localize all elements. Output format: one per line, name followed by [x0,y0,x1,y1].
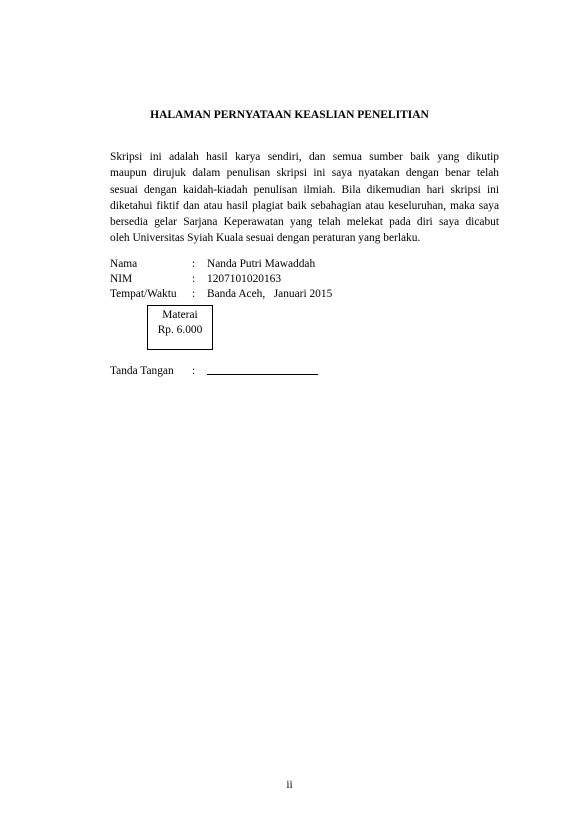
field-colon: : [192,258,196,270]
field-label: NIM [110,272,133,285]
signature-colon: : [192,365,196,377]
statement-line: bersedia gelar Sarjana Keperawatan yang telah melekat pada diri saya dicabut [110,216,499,229]
statement-line: oleh Universitas Syiah Kuala sesuai dengan peraturan yang berlaku. [110,232,421,245]
stamp-label: Materai [162,309,198,321]
page-number: ii [286,779,293,791]
field-value-name: Nanda Putri Mawaddah [207,258,316,270]
identity-fields [110,257,490,301]
signature-row [110,365,410,381]
field-row-place-time [110,287,490,302]
field-row-nim [110,272,490,287]
field-colon: : [192,272,196,285]
page-title: HALAMAN PERNYATAAN KEASLIAN PENELITIAN [150,109,429,121]
field-value-nim: 1207101020163 [207,272,282,285]
field-value-place-time: Banda Aceh, Januari 2015 [207,287,333,300]
statement-line: diketahui fiktif dan atau hasil plagiat baik sebahagian atau keseluruhan, maka saya [110,199,499,212]
signature-line [207,374,318,375]
field-row-name [110,257,490,272]
field-label: Tempat/Waktu [110,287,177,300]
stamp-amount: Rp. 6.000 [157,323,203,336]
field-label: Nama [110,258,138,270]
stamp-duty-box [147,305,213,350]
statement-line: maupun dirujuk dalam penulisan skripsi ini saya nyatakan dengan benar telah [110,167,499,180]
field-colon: : [192,287,196,300]
statement-line: Skripsi ini adalah hasil karya sendiri, dan semua sumber baik yang dikutip [110,151,499,163]
signature-label: Tanda Tangan [110,365,174,377]
statement-paragraph [110,149,499,247]
statement-line: sesuai dengan kaidah-kiadah penulisan ilmiah. Bila dikemudian hari skripsi ini [110,183,499,196]
